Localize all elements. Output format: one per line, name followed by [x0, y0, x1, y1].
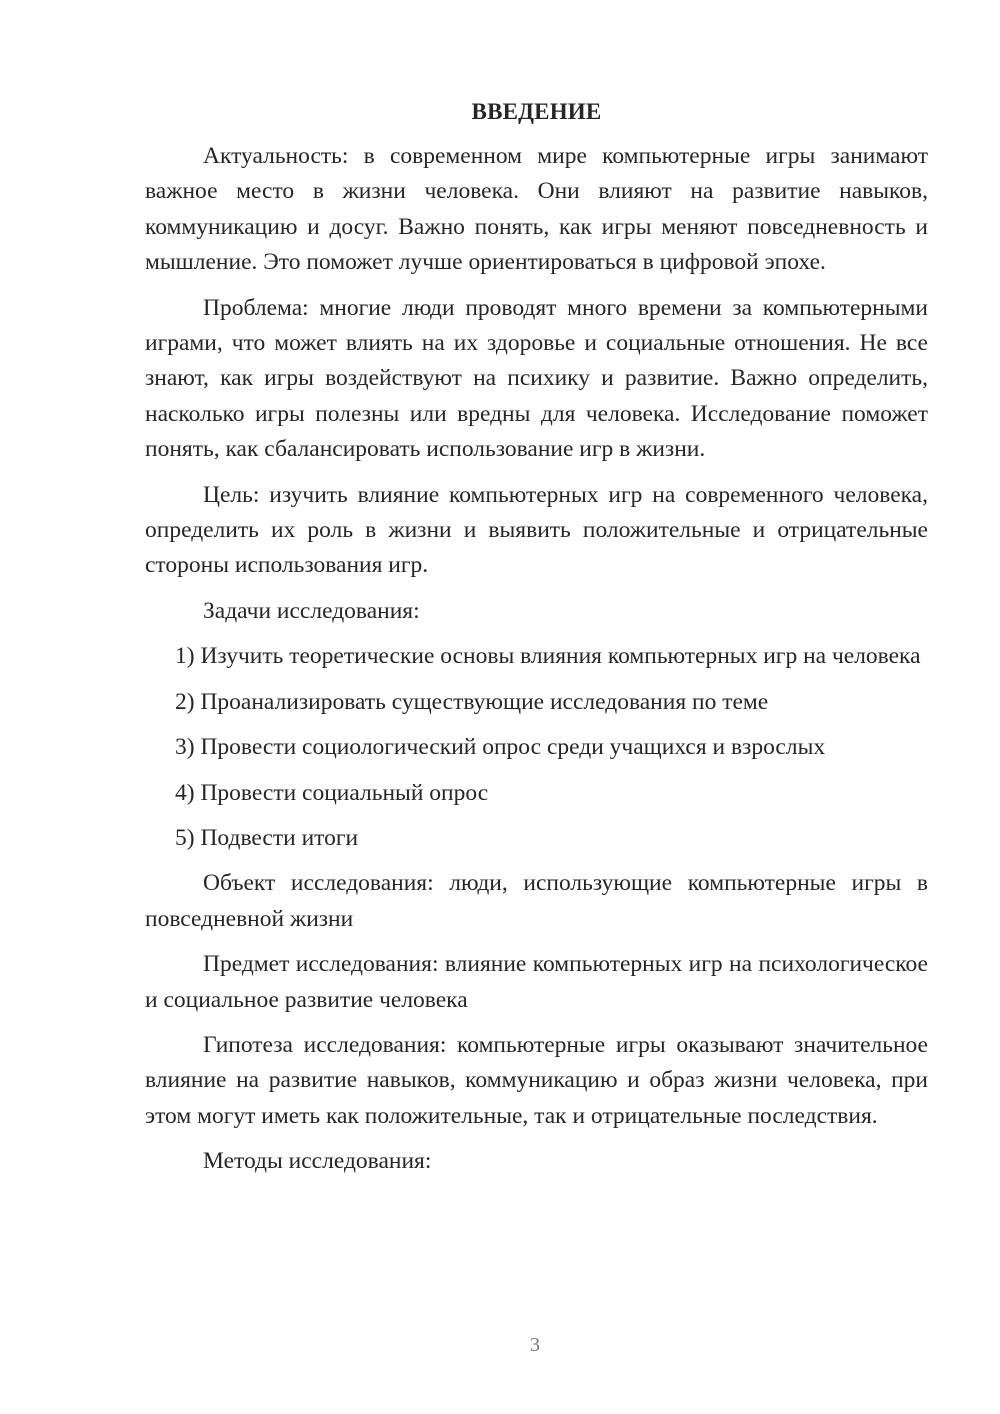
task-item-1: 1) Изучить теоретические основы влияния компьютерных игр на человека [175, 643, 921, 670]
task-item-5: 5) Подвести итоги [175, 824, 359, 851]
task-item-3: 3) Провести социологический опрос среди учащихся и взрослых [175, 734, 826, 761]
page-content [145, 94, 928, 1190]
paragraph-goal: Цель: изучить влияние компьютерных игр на современного человека, определить их роль в жизни и выявить положительные и отрицательные стороны использования игр. [145, 481, 928, 579]
paragraph-relevance: Актуальность: в современном мире компьютерные игры занимают важное место в жизни человека. Они влияют на развитие навыков, коммуникацию и досуг. Важно понять, как игры меняют повседневность и мышление. Это поможет лучше ориентироваться в цифровой эпохе. [145, 143, 928, 276]
paragraph-subject: Предмет исследования: влияние компьютерных игр на психологическое и социальное развитие человека [145, 951, 928, 1013]
paragraph-tasks-heading: Задачи исследования: [203, 597, 420, 624]
paragraph-methods: Методы исследования: [203, 1148, 432, 1175]
task-item-4: 4) Провести социальный опрос [175, 779, 489, 806]
paragraph-problem: Проблема: многие люди проводят много времени за компьютерными играми, что может влиять на их здоровье и социальные отношения. Не все знают, как игры воздействуют на психику и развитие. Важно определить, насколько игры полезны или вредны для человека. Исследование поможет понять, как сбалансировать использование игр в жизни. [145, 294, 928, 463]
paragraph-hypothesis: Гипотеза исследования: компьютерные игры оказывают значительное влияние на развитие навыков, коммуникацию и образ жизни человека, при этом могут иметь как положительные, так и отрицательные последствия. [145, 1031, 928, 1129]
section-title: ВВЕДЕНИЕ [471, 99, 602, 124]
task-item-2: 2) Проанализировать существующие исследования по теме [175, 688, 769, 715]
paragraph-object: Объект исследования: люди, использующие компьютерные игры в повседневной жизни [145, 870, 928, 932]
page-number: 3 [530, 1334, 540, 1356]
